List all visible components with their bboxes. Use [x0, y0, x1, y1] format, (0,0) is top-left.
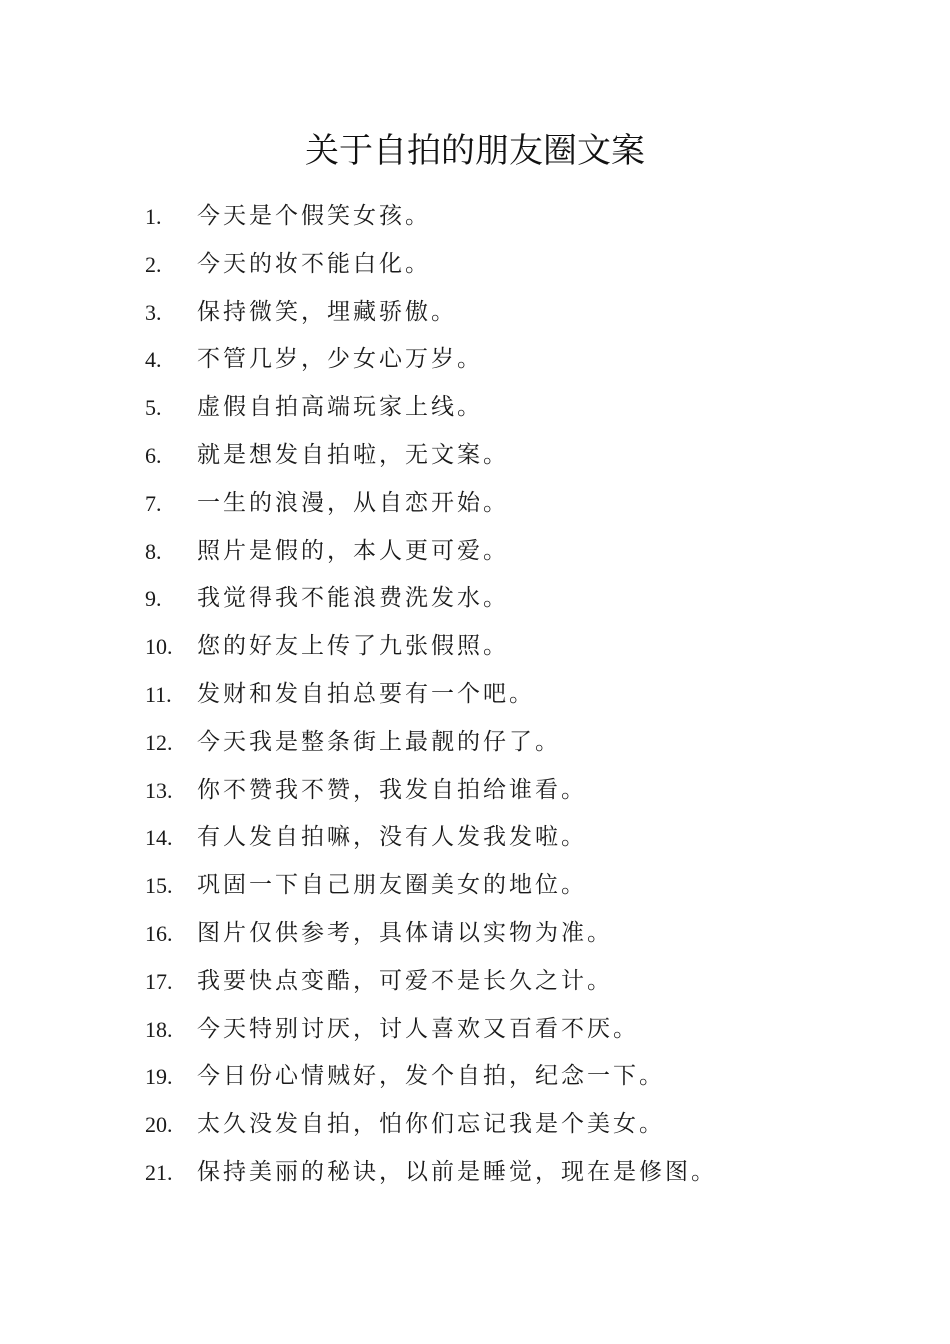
- list-item: [0, 384, 950, 432]
- list-item: [0, 193, 950, 241]
- item-text: 发财和发自拍总要有一个吧。: [197, 680, 535, 707]
- item-text: 今日份心情贼好，发个自拍，纪念一下。: [197, 1063, 665, 1090]
- item-text: 有人发自拍嘛，没有人发我发啦。: [197, 824, 587, 851]
- item-number: 18.: [145, 1016, 173, 1042]
- item-number: 12.: [145, 729, 173, 755]
- item-text: 不管几岁，少女心万岁。: [197, 346, 483, 373]
- item-text: 您的好友上传了九张假照。: [197, 633, 509, 660]
- item-number: 8.: [145, 538, 162, 564]
- item-number: 10.: [145, 634, 173, 660]
- item-text: 虚假自拍高端玩家上线。: [197, 394, 483, 421]
- item-number: 11.: [145, 681, 172, 707]
- list-item: [0, 910, 950, 958]
- list-item: [0, 241, 950, 289]
- item-text: 我要快点变酷，可爱不是长久之计。: [197, 967, 613, 994]
- item-number: 17.: [145, 968, 173, 994]
- item-number: 15.: [145, 873, 173, 899]
- list-item: [0, 623, 950, 671]
- document-title: 关于自拍的朋友圈文案: [305, 131, 645, 171]
- item-text: 太久没发自拍，怕你们忘记我是个美女。: [197, 1111, 665, 1138]
- list-item: [0, 719, 950, 767]
- item-number: 20.: [145, 1112, 173, 1138]
- item-text: 照片是假的，本人更可爱。: [197, 537, 509, 564]
- list-item: [0, 958, 950, 1006]
- list-item: [0, 767, 950, 815]
- list-item: [0, 289, 950, 337]
- item-number: 7.: [145, 490, 162, 516]
- list-item: [0, 671, 950, 719]
- item-text: 保持美丽的秘诀，以前是睡觉，现在是修图。: [197, 1158, 717, 1185]
- item-number: 21.: [145, 1159, 173, 1185]
- item-number: 6.: [145, 442, 162, 468]
- item-text: 就是想发自拍啦，无文案。: [197, 441, 509, 468]
- list-item: [0, 480, 950, 528]
- list-item: [0, 575, 950, 623]
- item-text: 一生的浪漫，从自恋开始。: [197, 489, 509, 516]
- item-text: 我觉得我不能浪费洗发水。: [197, 585, 509, 612]
- item-number: 4.: [145, 347, 162, 373]
- list-item: [0, 814, 950, 862]
- item-number: 3.: [145, 299, 162, 325]
- item-text: 今天的妆不能白化。: [197, 250, 431, 277]
- item-text: 今天是个假笑女孩。: [197, 203, 431, 229]
- item-text: 图片仅供参考，具体请以实物为准。: [197, 919, 613, 946]
- item-text: 巩固一下自己朋友圈美女的地位。: [197, 872, 587, 899]
- list-item: [0, 528, 950, 576]
- item-text: 保持微笑，埋藏骄傲。: [197, 298, 457, 325]
- item-number: 13.: [145, 777, 173, 803]
- item-text: 今天特别讨厌，讨人喜欢又百看不厌。: [197, 1015, 639, 1042]
- list-item: [0, 336, 950, 384]
- caption-list: [0, 193, 950, 1197]
- item-number: 19.: [145, 1064, 173, 1090]
- item-number: 1.: [145, 204, 162, 229]
- item-number: 2.: [145, 251, 162, 277]
- item-number: 14.: [145, 825, 173, 851]
- item-number: 9.: [145, 586, 162, 612]
- item-number: 16.: [145, 920, 173, 946]
- list-item: [0, 1149, 950, 1197]
- list-item: [0, 1053, 950, 1101]
- list-item: [0, 1006, 950, 1054]
- list-item: [0, 862, 950, 910]
- item-number: 5.: [145, 395, 162, 421]
- item-text: 你不赞我不赞，我发自拍给谁看。: [197, 776, 587, 803]
- list-item: [0, 1101, 950, 1149]
- list-item: [0, 432, 950, 480]
- item-text: 今天我是整条街上最靓的仔了。: [197, 728, 561, 755]
